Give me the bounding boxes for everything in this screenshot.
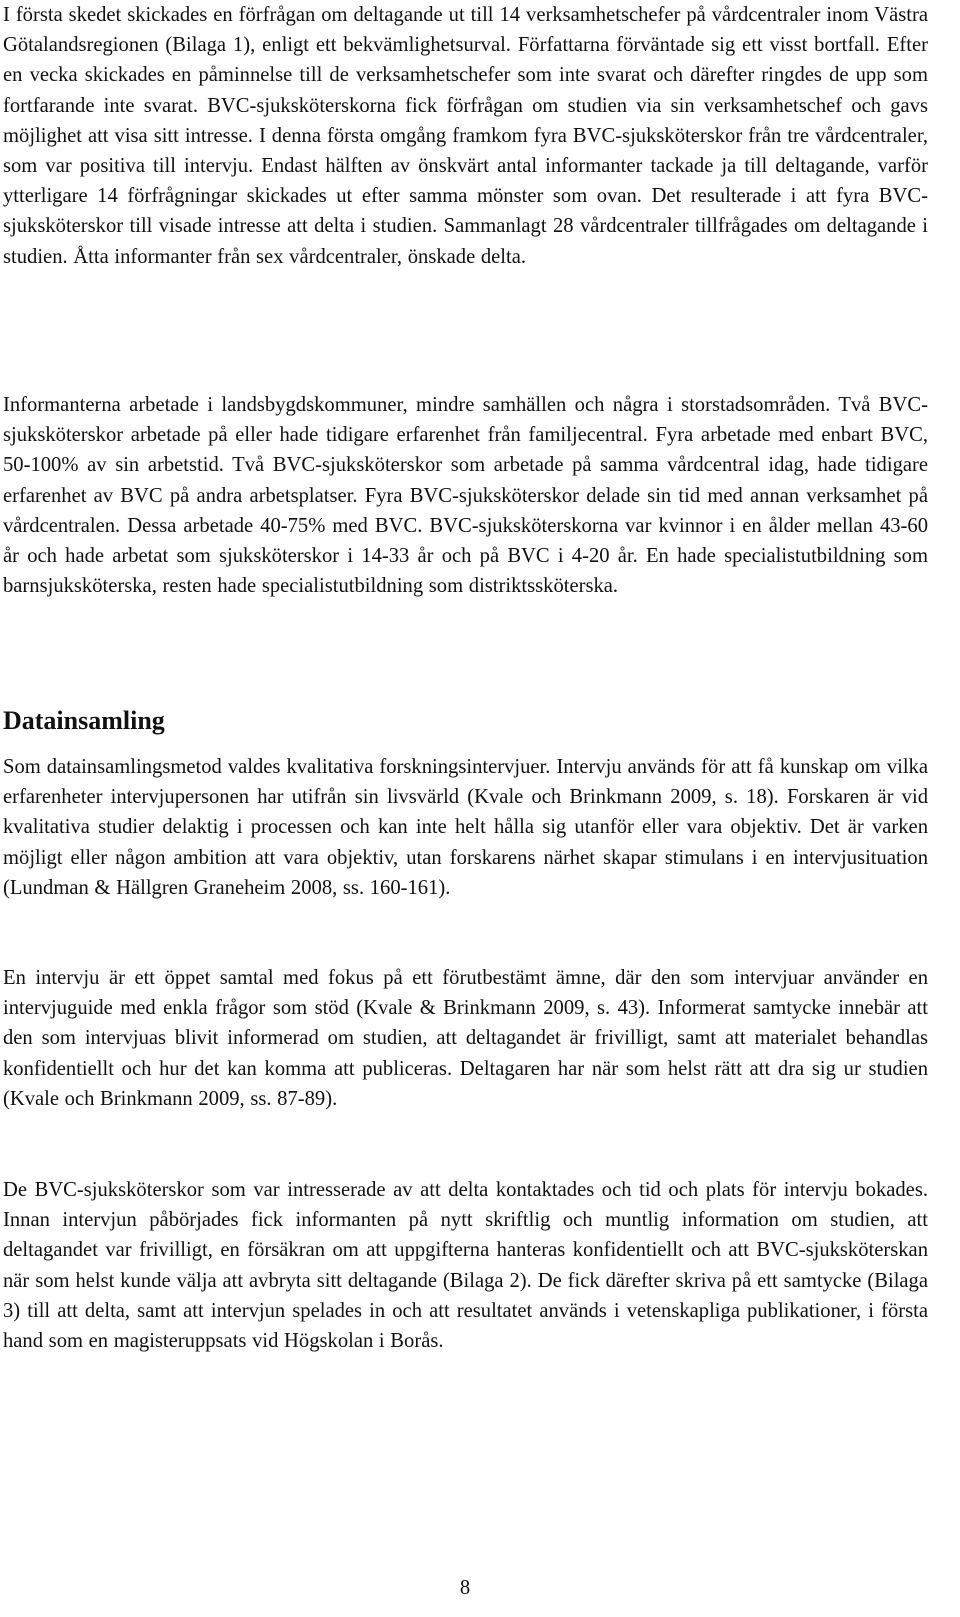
paragraph-informants: Informanterna arbetade i landsbygdskommuner, mindre samhällen och några i storstadsområden. Två BVC-sjuksköterskor arbetade på eller hade tidigare erfarenhet från familjecentral. Fyra arbetade med enbart BVC, 50-100% av sin arbetstid. Två BVC-sjuksköterskor som arbetade på samma vårdcentral idag, hade tidigare erfarenhet av BVC på andra arbetsplatser. Fyra BVC-sjuksköterskor delade sin tid med annan verksamhet på vårdcentralen. Dessa arbetade 40-75% med BVC. BVC-sjuksköterskorna var kvinnor i en ålder mellan 43-60 år och hade arbetat som sjuksköterskor i 14-33 år och på BVC i 4-20 år. En hade specialistutbildning som barnsjuksköterska, resten hade specialistutbildning som distriktssköterska. <box>3 394 928 598</box>
paragraph-method: Som datainsamlingsmetod valdes kvalitativa forskningsintervjuer. Intervju används för att få kunskap om vilka erfarenheter intervjupersonen har utifrån sin livsvärld (Kvale och Brinkmann 2009, s. 18). Forskaren är vid kvalitativa studier delaktig i processen och kan inte helt hålla sig utanför eller vara objektiv. Det är varken möjligt eller någon ambition att vara objektiv, utan forskarens närhet skapar stimulans i en intervjusituation (Lundman & Hällgren Graneheim 2008, ss. 160-161). <box>3 756 928 899</box>
section-heading-datainsamling: Datainsamling <box>3 706 165 735</box>
paragraph-consent: De BVC-sjuksköterskor som var intresserade av att delta kontaktades och tid och plats för intervju bokades. Innan intervjun påbörjades fick informanten på nytt skriftlig och muntlig information om studien, att deltagandet var frivilligt, en försäkran om att uppgifterna hanteras konfidentiellt och att BVC-sjuksköterskan när som helst kunde välja att avbryta sitt deltagande (Bilaga 2). De fick därefter skriva på ett samtycke (Bilaga 3) till att delta, samt att intervjun spelades in och att resultatet används i vetenskapliga publikationer, i första hand som en magisteruppsats vid Högskolan i Borås. <box>3 1179 928 1353</box>
paragraph-interview: En intervju är ett öppet samtal med fokus på ett förutbestämt ämne, där den som intervjuar använder en intervjuguide med enkla frågor som stöd (Kvale & Brinkmann 2009, s. 43). Informerat samtycke innebär att den som intervjuas blivit informerad om studien, att deltagandet är frivilligt, samt att materialet behandlas konfidentiellt och hur det kan komma att publiceras. Deltagaren har när som helst rätt att dra sig ur studien (Kvale och Brinkmann 2009, ss. 87-89). <box>3 967 928 1110</box>
page-number: 8 <box>459 1577 471 1599</box>
paragraph-recruitment: I första skedet skickades en förfrågan om deltagande ut till 14 verksamhetschefer på vårdcentraler inom Västra Götalandsregionen (Bilaga 1), enligt ett bekvämlighetsurval. Författarna förväntade sig ett visst bortfall. Efter en vecka skickades en påminnelse till de verksamhetschefer som inte svarat och därefter ringdes de upp som fortfarande inte svarat. BVC-sjuksköterskorna fick förfrågan om studien via sin verksamhetschef och gavs möjlighet att visa sitt intresse. I denna första omgång framkom fyra BVC-sjuksköterskor från tre vårdcentraler, som var positiva till intervju. Endast hälften av önskvärt antal informanter tackade ja till deltagande, varför ytterligare 14 förfrågningar skickades ut efter samma mönster som ovan. Det resulterade i att fyra BVC-sjuksköterskor till visade intresse att delta i studien. Sammanlagt 28 vårdcentraler tillfrågades om deltagande i studien. Åtta informanter från sex vårdcentraler, önskade delta. <box>3 4 928 268</box>
